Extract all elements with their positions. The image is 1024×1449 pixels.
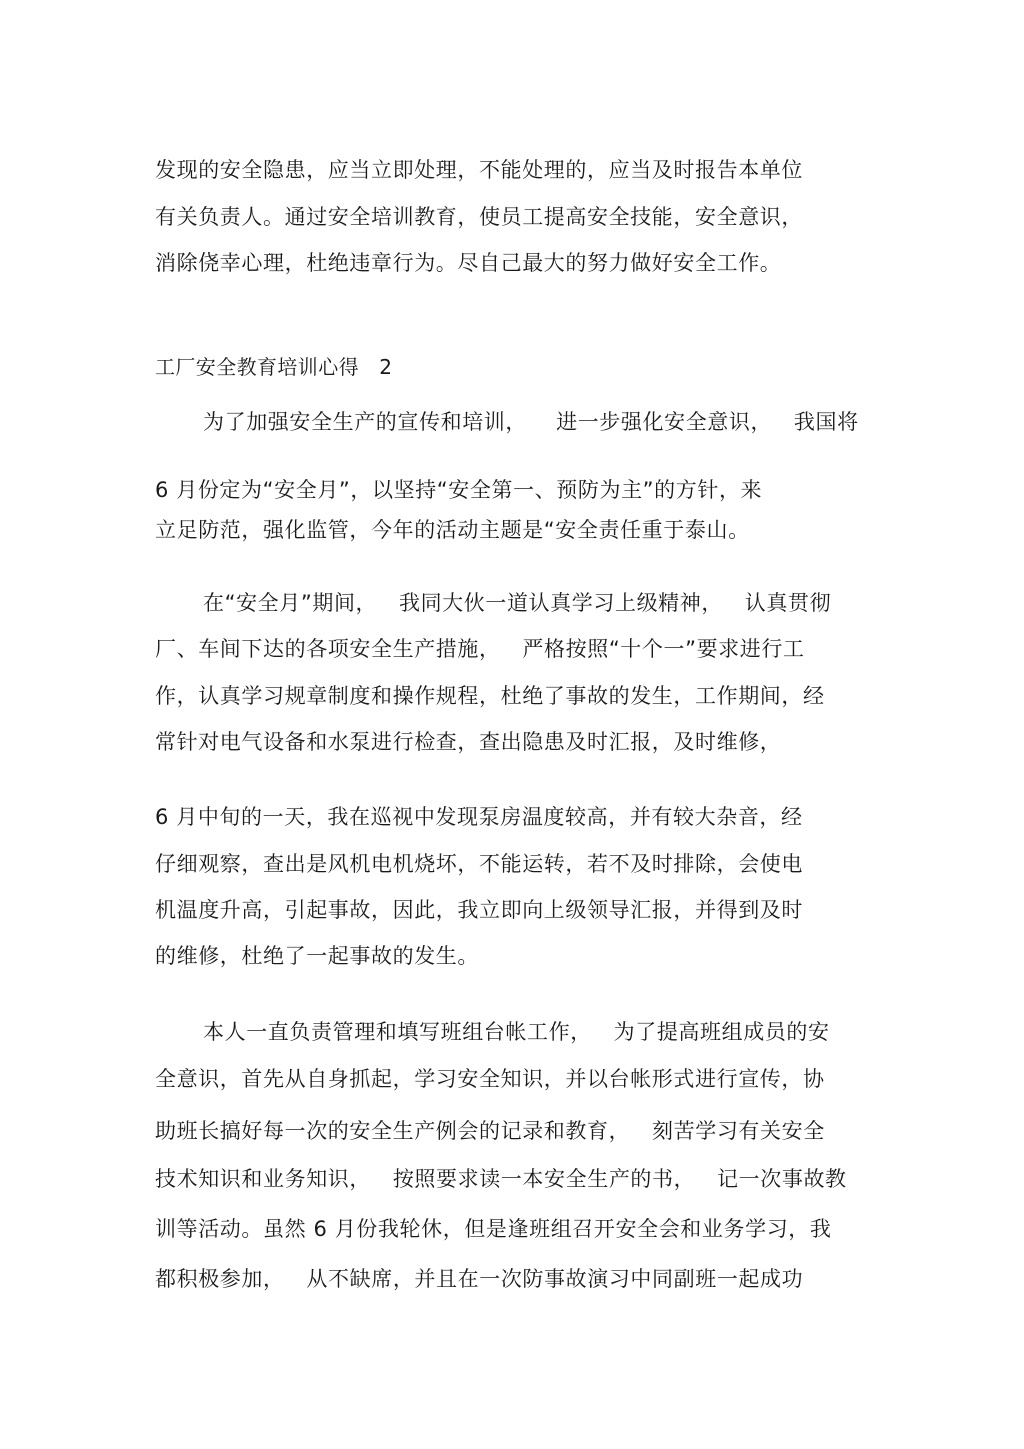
text-line: 都积极参加， 从不缺席，并且在一次防事故演习中同副班一起成功 — [155, 1267, 804, 1291]
text-line: 本人一直负责管理和填写班组台帐工作， 为了提高班组成员的安 — [203, 1020, 830, 1044]
text-line: 常针对电气设备和水泵进行检查，查出隐患及时汇报，及时维修， — [155, 730, 782, 754]
section-heading: 工厂安全教育培训心得 2 — [155, 355, 393, 379]
text-line: 厂、车间下达的各项安全生产措施， 严格按照“十个一”要求进行工 — [155, 637, 805, 661]
text-line: 仔细观察，查出是风机电机烧坏，不能运转，若不及时排除，会使电 — [155, 852, 803, 876]
text-line: 作，认真学习规章制度和操作规程，杜绝了事故的发生，工作期间，经 — [155, 684, 825, 708]
text-line: 的维修，杜绝了一起事故的发生。 — [155, 944, 479, 968]
text-line: 有关负责人。通过安全培训教育，使员工提高安全技能，安全意识， — [155, 205, 803, 229]
text-line: 发现的安全隐患，应当立即处理，不能处理的，应当及时报告本单位 — [155, 158, 803, 182]
text-line: 6 月份定为“安全月”，以坚持“安全第一、预防为主”的方针，来 — [155, 478, 763, 502]
text-line: 为了加强安全生产的宣传和培训， 进一步强化安全意识， 我国将 — [203, 410, 859, 434]
text-line: 6 月中旬的一天，我在巡视中发现泵房温度较高，并有较大杂音，经 — [155, 805, 803, 829]
text-line: 消除侥幸心理，杜绝违章行为。尽自己最大的努力做好安全工作。 — [155, 251, 782, 275]
text-line: 立足防范，强化监管，今年的活动主题是“安全责任重于泰山。 — [155, 518, 750, 542]
text-line: 助班长搞好每一次的安全生产例会的记录和教育， 刻苦学习有关安全 — [155, 1119, 825, 1143]
text-line: 训等活动。虽然 6 月份我轮休，但是逢班组召开安全会和业务学习，我 — [155, 1217, 832, 1241]
text-line: 机温度升高，引起事故，因此，我立即向上级领导汇报，并得到及时 — [155, 898, 803, 922]
text-line: 全意识，首先从自身抓起，学习安全知识，并以台帐形式进行宣传，协 — [155, 1067, 825, 1091]
text-line: 技术知识和业务知识， 按照要求读一本安全生产的书， 记一次事故教 — [155, 1167, 847, 1191]
text-line: 在“安全月”期间， 我同大伙一道认真学习上级精神， 认真贯彻 — [203, 591, 832, 615]
